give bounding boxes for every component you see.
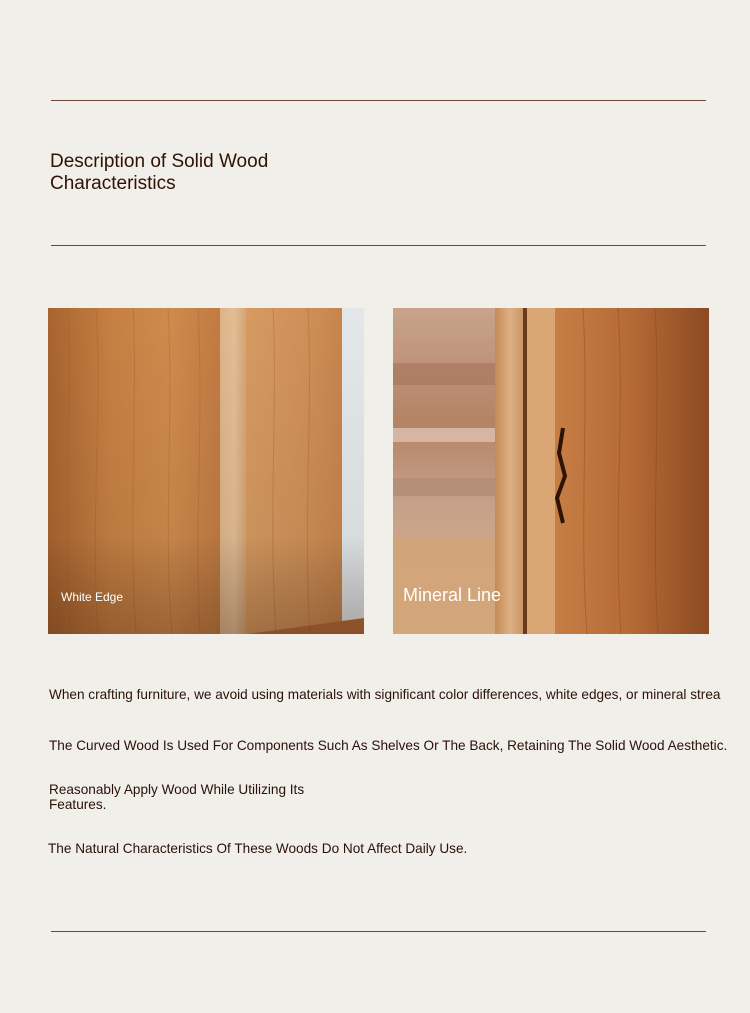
white-edge-photo: [48, 308, 364, 634]
white-edge-wood-image: [48, 308, 364, 634]
crafting-paragraph: When crafting furniture, we avoid using materials with significant color differences, white edges, or mineral strea: [49, 687, 721, 702]
apply-wood-paragraph: Reasonably Apply Wood While Utilizing Its Features.: [49, 782, 305, 812]
title-divider: [51, 245, 706, 246]
natural-characteristics-paragraph: The Natural Characteristics Of These Woods Do Not Affect Daily Use.: [48, 841, 468, 856]
curved-wood-paragraph: The Curved Wood Is Used For Components Such As Shelves Or The Back, Retaining The Solid Wood Aesthetic.: [49, 738, 728, 753]
white-edge-label: White Edge: [61, 590, 124, 604]
bottom-divider: [51, 931, 706, 932]
top-divider: [51, 100, 706, 101]
section-title: Description of Solid Wood Characteristics: [50, 151, 269, 194]
mineral-line-photo: [393, 308, 709, 634]
mineral-line-label: Mineral Line: [403, 585, 502, 605]
